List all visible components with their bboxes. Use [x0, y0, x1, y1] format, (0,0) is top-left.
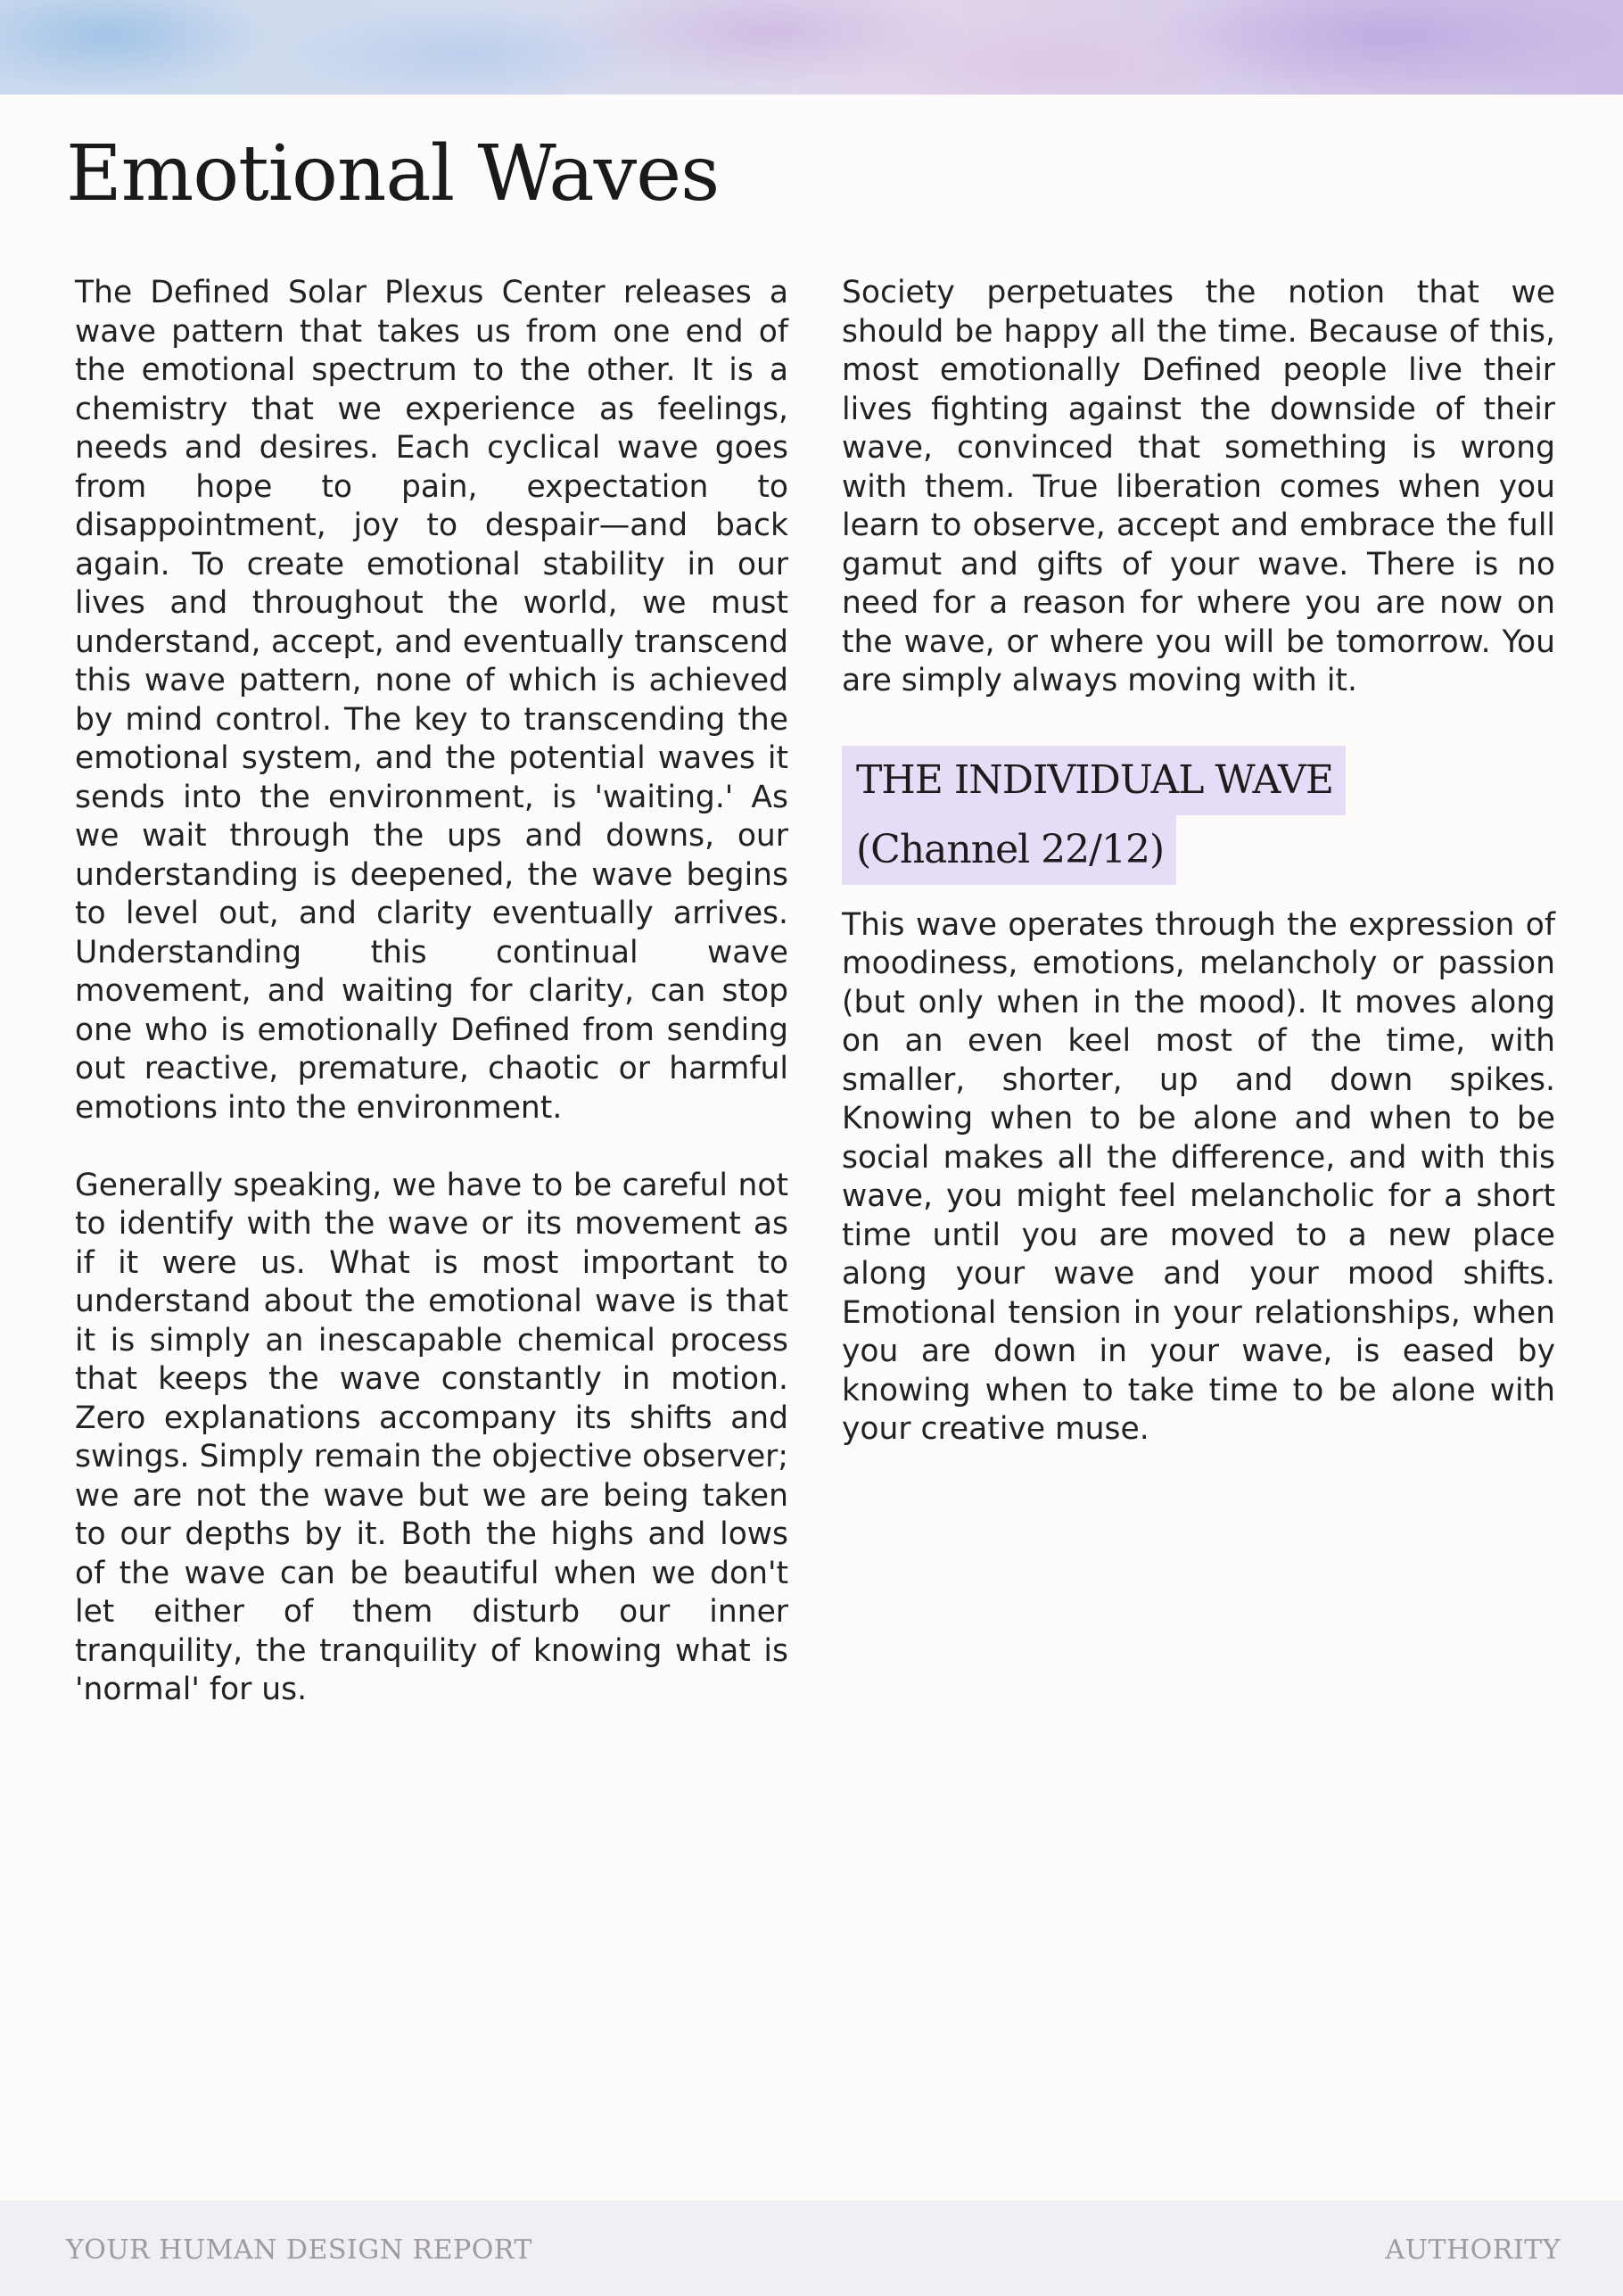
page-footer	[0, 2201, 1623, 2296]
section-heading-line-2: (Channel 22/12)	[842, 815, 1176, 885]
footer-report-title: YOUR HUMAN DESIGN REPORT	[66, 2234, 532, 2266]
section-heading	[842, 746, 1555, 885]
right-column	[842, 274, 1555, 1449]
left-paragraph-2: Generally speaking, we have to be careful not to identify with the wave or its movement as if it were us. What is most important to understand about the emotional wave is that it is simply an inescapable chemical process that keeps the wave constantly in motion. Zero explanations accompany its shifts and swings. Simply remain the objective observer; we are not the wave but we are being taken to our depths by it. Both the highs and lows of the wave can be beautiful when we don't let either of them disturb our inner tranquility, the tranquility of knowing what is 'normal' for us.	[75, 1167, 788, 1707]
page-title: Emotional Waves	[66, 129, 720, 219]
left-column	[75, 274, 788, 1710]
section-body-paragraph: This wave operates through the expression of moodiness, emotions, melancholy or passion (but only when in the mood). It moves along on an even keel most of the time, with smaller, shorter, up and down spikes. Knowing when to be alone and when to be social makes all the difference, and with this wave, you might feel melancholic for a short time until you are moved to a new place along your wave and your mood shifts. Emotional tension in your relationships, when you are down in your wave, is eased by knowing when to take time to be alone with your creative muse.	[842, 906, 1555, 1447]
footer-section-name: AUTHORITY	[1385, 2234, 1561, 2266]
header-watercolor-banner	[0, 0, 1623, 95]
left-paragraph-1: The Defined Solar Plexus Center releases a wave pattern that takes us from one end of the emotional spectrum to the other. It is a chemistry that we experience as feelings, needs and desires. Each cyclical wave goes from hope to pain, expectation to disappointment, joy to despair—and back again. To create emotional stability in our lives and throughout the world, we must understand, accept, and eventually transcend this wave pattern, none of which is achieved by mind control. The key to transcending the emotional system, and the potential waves it sends into the environment, is 'waiting.' As we wait through the ups and downs, our understanding is deepened, the wave begins to level out, and clarity eventually arrives. Understanding this continual wave movement, and waiting for clarity, can stop one who is emotionally Defined from sending out reactive, premature, chaotic or harmful emotions into the environment.	[75, 275, 788, 1126]
section-heading-line-1: THE INDIVIDUAL WAVE	[842, 746, 1346, 815]
right-intro-paragraph: Society perpetuates the notion that we should be happy all the time. Because of this, most emotionally Defined people live their lives fighting against the downside of their wave, convinced that something is wrong with them. True liberation comes when you learn to observe, accept and embrace the full gamut and gifts of your wave. There is no need for a reason for where you are now on the wave, or where you will be tomorrow. You are simply always moving with it.	[842, 275, 1555, 698]
